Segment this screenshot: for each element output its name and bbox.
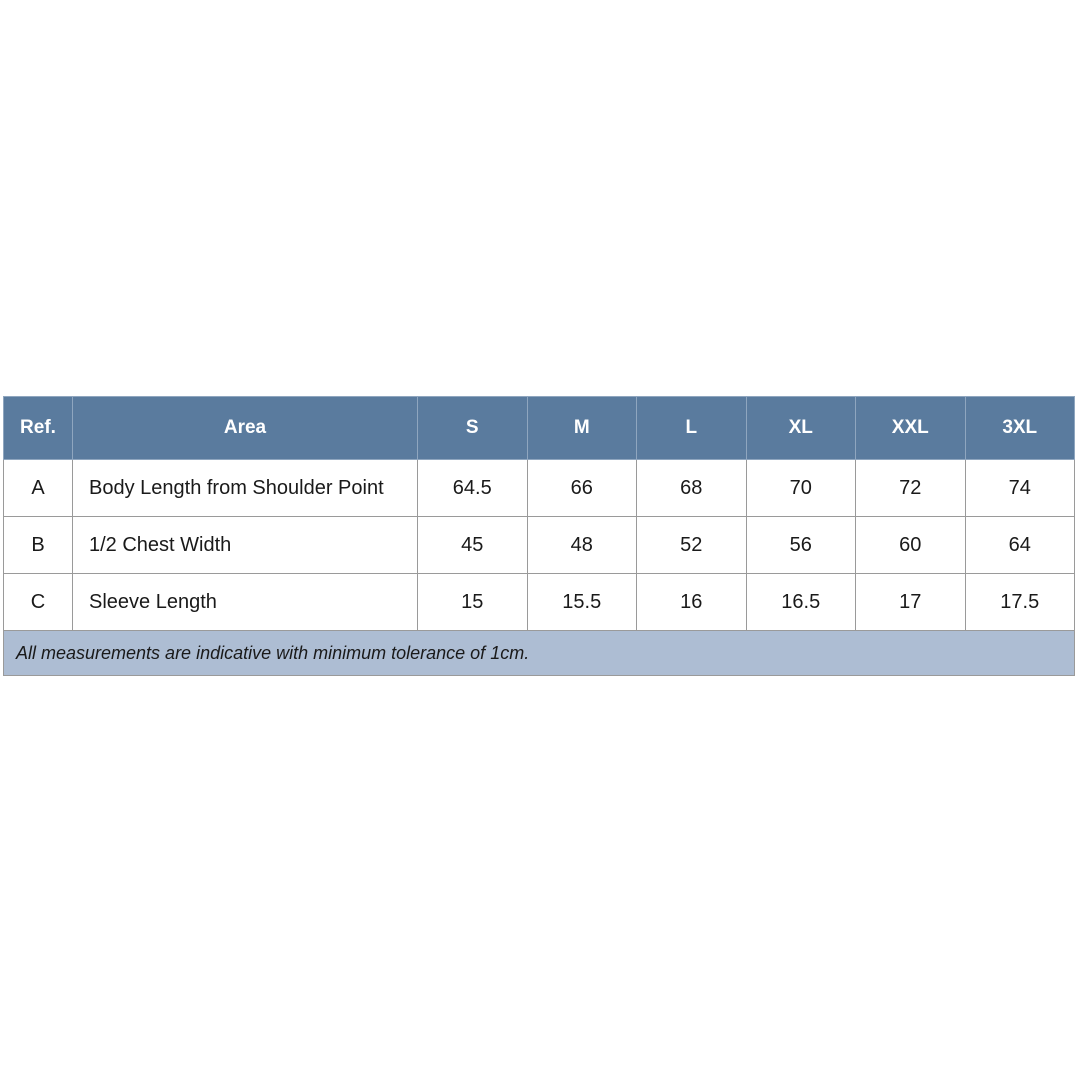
row-value: 16	[637, 574, 747, 631]
row-value: 70	[746, 460, 856, 517]
header-size-m: M	[527, 397, 637, 460]
header-size-xxl: XXL	[856, 397, 966, 460]
row-value: 68	[637, 460, 747, 517]
header-size-xl: XL	[746, 397, 856, 460]
row-area: 1/2 Chest Width	[73, 517, 418, 574]
header-ref: Ref.	[4, 397, 73, 460]
size-chart-table	[3, 396, 1075, 676]
row-value: 15	[418, 574, 528, 631]
header-size-l: L	[637, 397, 747, 460]
row-area: Body Length from Shoulder Point	[73, 460, 418, 517]
row-ref: B	[4, 517, 73, 574]
header-row	[4, 397, 1075, 460]
row-value: 45	[418, 517, 528, 574]
row-value: 17	[856, 574, 966, 631]
row-value: 15.5	[527, 574, 637, 631]
row-value: 74	[965, 460, 1075, 517]
row-value: 64	[965, 517, 1075, 574]
header-size-s: S	[418, 397, 528, 460]
footnote-row	[4, 631, 1075, 676]
table-row	[4, 574, 1075, 631]
table-row	[4, 517, 1075, 574]
row-value: 60	[856, 517, 966, 574]
footnote: All measurements are indicative with minimum tolerance of 1cm.	[4, 631, 1075, 676]
row-value: 66	[527, 460, 637, 517]
header-area: Area	[73, 397, 418, 460]
row-value: 17.5	[965, 574, 1075, 631]
row-value: 64.5	[418, 460, 528, 517]
row-area: Sleeve Length	[73, 574, 418, 631]
header-size-3xl: 3XL	[965, 397, 1075, 460]
row-value: 72	[856, 460, 966, 517]
table-row	[4, 460, 1075, 517]
row-value: 48	[527, 517, 637, 574]
row-value: 16.5	[746, 574, 856, 631]
row-ref: C	[4, 574, 73, 631]
row-ref: A	[4, 460, 73, 517]
row-value: 56	[746, 517, 856, 574]
row-value: 52	[637, 517, 747, 574]
